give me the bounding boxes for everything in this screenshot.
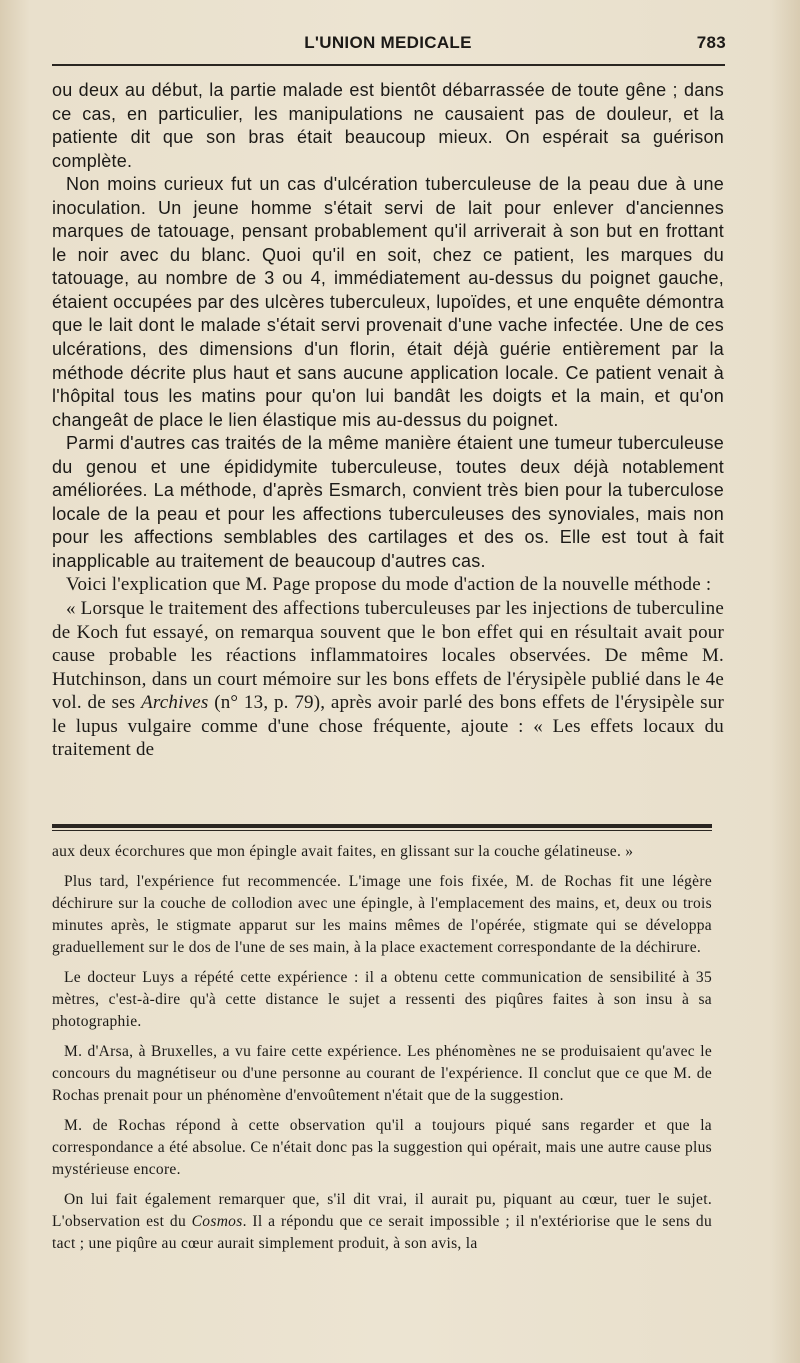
- cosmos-title: Cosmos: [191, 1213, 243, 1230]
- paragraph: Non moins curieux fut un cas d'ulcération tuberculeuse de la peau due à une inoculation. Un jeune homme s'était servi de lait pour enlever d'anciennes marques de tatouage, pensant probablement qu'il arriverait à son but en frottant le noir avec du blanc. Quoi qu'il en soit, chez ce patient, les marques du tatouage, au nombre de 3 ou 4, immédiatement au-dessus du poignet gauche, étaient occupées par des ulcères tuberculeux, lupoïdes, et une enquête démontra que le lait dont le malade s'était servi provenait d'une vache infectée. Une de ces ulcérations, des dimensions d'un florin, était déjà guérie entièrement par la méthode décrite plus haut et sans aucune application locale. Ce patient venait à l'hôpital tous les matins pour qu'on lui bandât les doigts et la main, et qu'on changeât de place le lien élastique mis au-dessus du poignet.: [52, 174, 724, 430]
- header-rule: [52, 64, 725, 66]
- footnote-paragraph: Plus tard, l'expérience fut recommencée. L'image une fois fixée, M. de Rochas fit une légère déchirure sur la couche de collodion avec une épingle, à l'emplacement des mains, et, deux ou trois minutes après, le stigmate apparut sur les mains mêmes de l'opérée, stigmate qui se développa graduellement sur le dos de l'une de ses main, à la place exactement correspondante de la déchirure.: [52, 873, 712, 956]
- main-text: [52, 79, 724, 762]
- paragraph: Parmi d'autres cas traités de la même manière étaient une tumeur tuberculeuse du genou et une épididymite tuberculeuse, toutes deux déjà notablement améliorées. La méthode, d'après Esmarch, convient très bien pour la tuberculose locale de la peau et pour les affections tuberculeuses des synoviales, mais non pour les affections semblables des cartilages et des os. Elle est tout à fait inapplicable au traitement de beaucoup d'autres cas.: [52, 433, 724, 571]
- footnote-text: On lui fait également remarquer que, s'il dit vrai, il aurait pu, piquant au cœur, tuer le sujet. L'observation est du: [52, 1191, 712, 1230]
- quote-text-end: (n° 13, p. 79), après avoir parlé des bons effets de l'érysipèle sur le lupus vulgaire comme d'une chose fréquente, ajoute : « Les effets locaux du traitement de: [52, 692, 724, 761]
- archives-title: Archives: [141, 692, 209, 714]
- paragraph: Voici l'explication que M. Page propose du mode d'action de la nouvelle méthode :: [66, 574, 712, 596]
- footnote-paragraph: M. de Rochas répond à cette observation qu'il a toujours piqué sans regarder et que la correspondance a été absolue. Ce n'était donc pas la suggestion qui opérait, mais une autre cause plus mystérieuse encore.: [52, 1117, 712, 1178]
- footnote-paragraph: M. d'Arsa, à Bruxelles, a vu faire cette expérience. Les phénomènes ne se produisaient qu'avec le concours du magnétiseur ou d'une personne au courant de l'expérience. Il conclut que ce que M. de Rochas prenait pour un phénomène d'envoûtement n'était que de la suggestion.: [52, 1043, 712, 1104]
- footnote-rule-thin: [52, 830, 712, 831]
- footnotes: [52, 841, 712, 1263]
- quote-paragraph: [52, 597, 724, 762]
- quote-text: « Lorsque le traitement des affections tuberculeuses par les injections de tuberculine de Koch fut essayé, on remarqua souvent que le bon effet qui en résultait avait pour cause probable les réactions inflammatoires locales observées. De même M. Hutchinson, dans un court mémoire sur les bons effets de l'érysipèle publié dans le 4e vol. de ses: [52, 598, 724, 714]
- footnote-paragraph: aux deux écorchures que mon épingle avait faites, en glissant sur la couche gélatineuse. »: [52, 843, 634, 860]
- footnote-text-end: . Il a répondu que ce serait impossible ; il n'extériorise que le sens du tact ; une piqûre au cœur aurait simplement produit, à son avis, la: [52, 1213, 712, 1252]
- running-header: [50, 33, 726, 61]
- page-number: 783: [696, 33, 726, 52]
- running-title: L'UNION MEDICALE: [304, 33, 472, 52]
- footnote-paragraph: [52, 1189, 712, 1255]
- paragraph: ou deux au début, la partie malade est bientôt débarrassée de toute gêne ; dans ce cas, en particulier, les manipulations ne causaient pas de douleur, et la patiente dit que son bras était beaucoup mieux. On espérait sa guérison complète.: [52, 80, 724, 171]
- footnote-rule: [52, 824, 712, 828]
- footnote-paragraph: Le docteur Luys a répété cette expérience : il a obtenu cette communication de sensibilité à 35 mètres, c'est-à-dire qu'à cette distance le sujet a ressenti des piqûres faites à son insu à sa photographie.: [52, 969, 712, 1030]
